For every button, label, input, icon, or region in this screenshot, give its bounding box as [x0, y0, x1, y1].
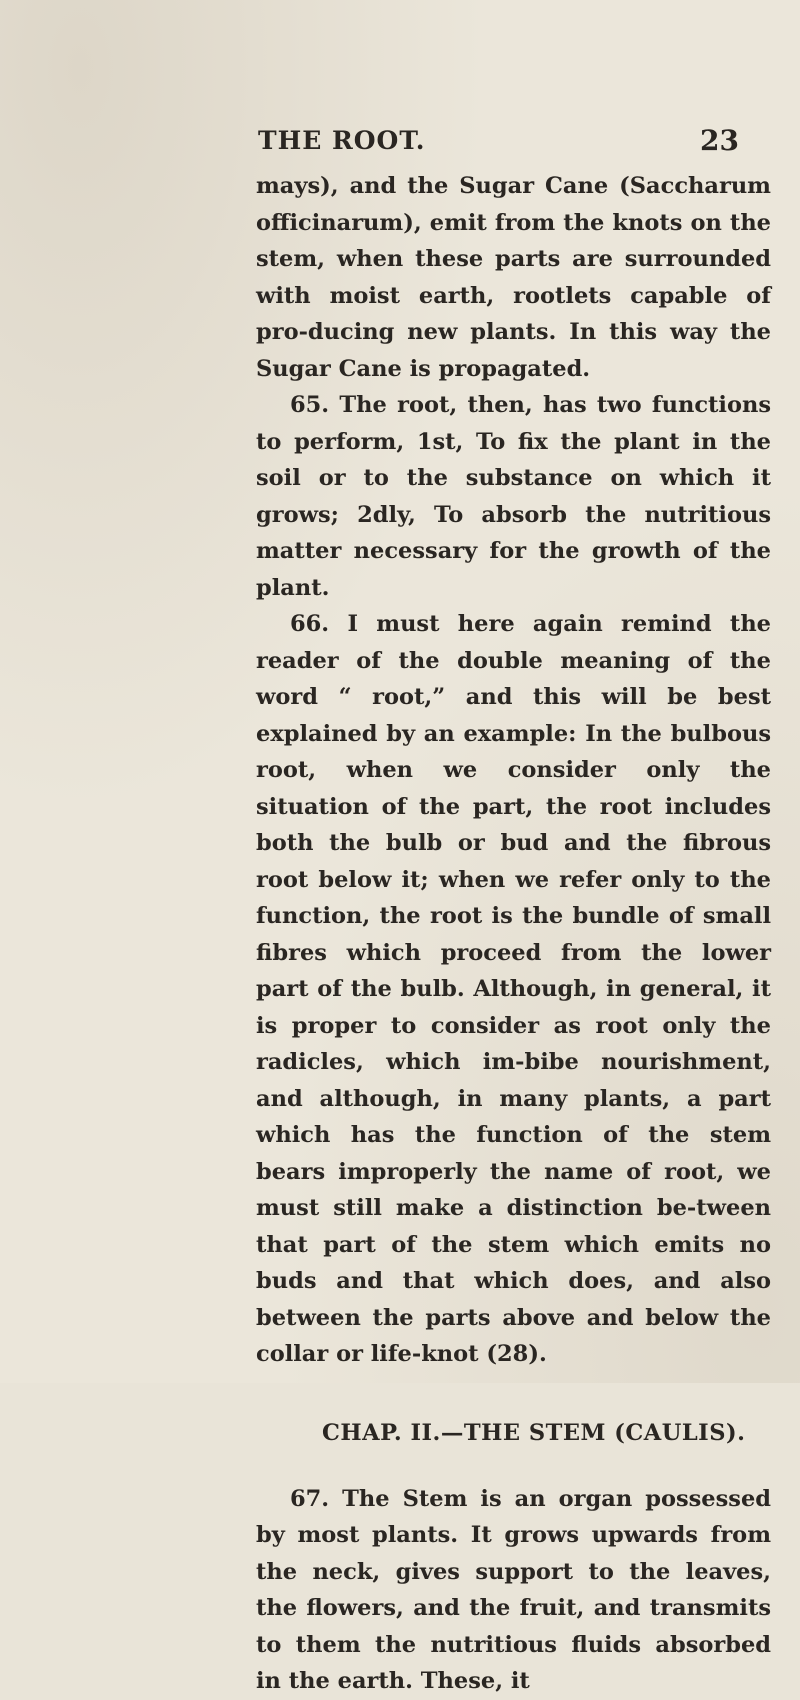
- running-head: [0, 126, 800, 166]
- text-block: [256, 168, 771, 1700]
- chapter-heading: CHAP. II.—THE STEM (CAULIS).: [322, 1419, 746, 1446]
- page-number: 23: [700, 124, 739, 157]
- paragraph-67: 67. The Stem is an organ possessed by most plants. It grows upwards from the neck, gives support to the leaves, the flowers, and the fruit, and transmits to them the nutritious fluids absorbed in the earth. These, it: [256, 1485, 771, 1694]
- paragraph-66: 66. I must here again remind the reader of the double meaning of the word “ root,” and this will be best explained by an example: In the bulbous root, when we consider only the situation of the part, the root includes both the bulb or bud and the fibrous root below it; when we refer only to the function, the root is the bundle of small fibres which proceed from the lower part of the bulb. Although, in general, it is proper to consider as root only the radicles, which im-bibe nourishment, and although, in many plants, a part which has the function of the stem bears improperly the name of root, we must still make a distinction be-tween that part of the stem which emits no buds and that which does, and also between the parts above and below the collar or life-knot (28).: [256, 611, 771, 1367]
- paragraph-continued: mays), and the Sugar Cane (Saccharum officinarum), emit from the knots on the stem, when these parts are surrounded with moist earth, rootlets capable of pro-ducing new plants. In this way the Sugar Cane is propagated.: [256, 173, 771, 382]
- paragraph-65: 65. The root, then, has two functions to perform, 1st, To fix the plant in the soil or to the substance on which it grows; 2dly, To absorb the nutritious matter necessary for the growth of the plant.: [256, 392, 771, 601]
- running-head-title: THE ROOT.: [258, 126, 426, 155]
